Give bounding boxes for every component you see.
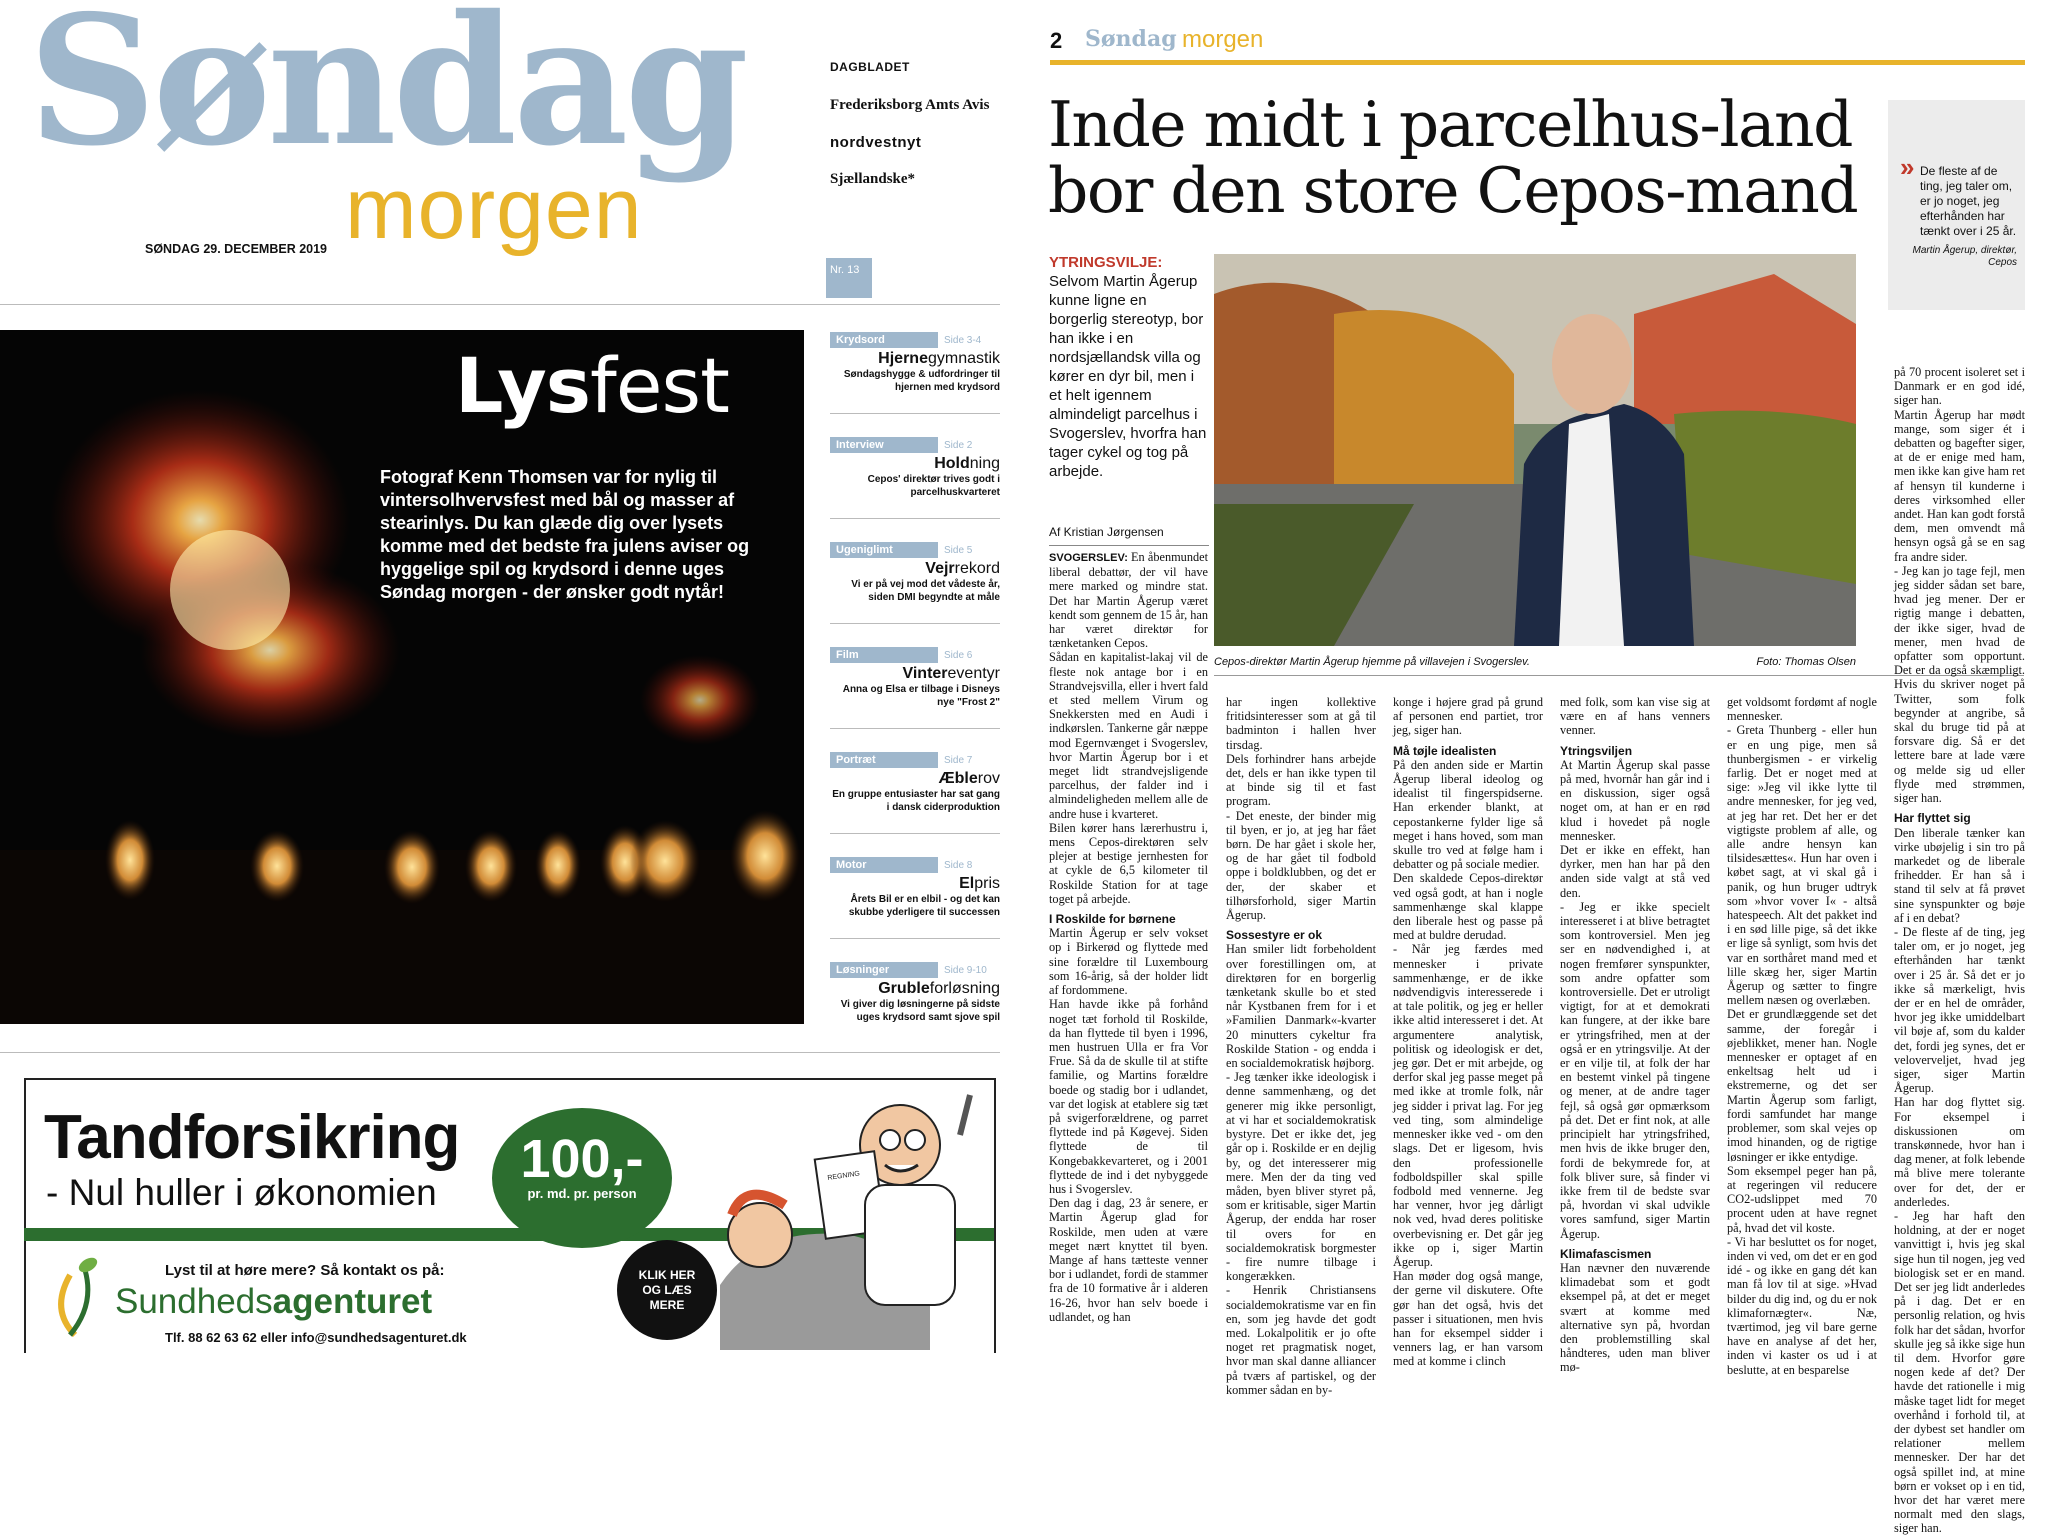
toc-divider <box>830 623 1000 624</box>
ad-contact-text: Lyst til at høre mere? Så kontakt os på: <box>165 1262 445 1279</box>
publication-name: Sjællandske* <box>830 171 916 187</box>
toc-tag: Krydsord <box>830 332 938 348</box>
paragraph: På den anden side er Martin Ågerup liberal ideolog og idealist til fingerspidserne. Han erkender blankt, at cepostankerne fylder lige så meget i hans hoved, som man skulle tro ved at følge ham i debatter og på sociale medier. <box>1393 757 1543 872</box>
paragraph: Martin Ågerup har mødt mange, som siger ét i debatten og bagefter siger, at de er enige med ham, men ikke kan give ham ret af hensyn til kunderne i deres virksomhed eller andet. Han kan godt forstå dem, men omvendt må hensyn også gå se en sag fra andre sider. <box>1894 407 2025 564</box>
toc-divider <box>830 833 1000 834</box>
paragraph: med folk, som kan vise sig at være en af hans venners venner. <box>1560 695 1710 738</box>
ad-click-line: OG LÆS <box>642 1283 692 1297</box>
portrait-photo-image <box>1214 254 1856 646</box>
toc-divider <box>830 518 1000 519</box>
masthead-date: SØNDAG 29. DECEMBER 2019 <box>145 242 328 256</box>
toc-title-rest: pris <box>974 875 1000 892</box>
toc-title-bold: Hjerne <box>878 350 928 367</box>
ad-price-sub: pr. md. pr. person <box>527 1186 637 1201</box>
toc-page: Side 3-4 <box>944 335 982 346</box>
paragraph: - De fleste af de ting, jeg taler om, er jo noget, jeg efterhånden har tænkt over i 25 år. Så det er jo ikke så mærkeligt, hvis der er en hel de områder, hvor jeg ikke umiddelbart vil bøje af, som du kalder det, fordi jeg synes, det er veloverveljet, hvad jeg siger, siger Martin Ågerup. <box>1894 924 2025 1096</box>
section-sondag: Søndag <box>1085 26 1177 52</box>
paragraph: At Martin Ågerup skal passe på med, hvornår han går ind i en diskussion, siger også noget om, at han er en rød klud i hovedet på nogle mennesker. <box>1560 757 1710 843</box>
leaf-logo-icon <box>40 1250 110 1340</box>
toc-item[interactable] <box>830 960 1000 1024</box>
subheading: I Roskilde for børnene <box>1049 912 1176 927</box>
toc-divider <box>830 728 1000 729</box>
paragraph: - Det eneste, der binder mig til byen, er jo, at jeg har fået børn. De har gået i skole her, og de har gået til fodbold oppe i boldklubben, og det er der, der skaber et tilhørsforhold, siger Martin Ågerup. <box>1226 808 1376 923</box>
dateline: SVOGERSLEV: <box>1049 552 1128 564</box>
lede-label: YTRINGSVILJE: <box>1049 254 1163 271</box>
toc-desc: Cepos' direktør trives godt i parcelhuskvarteret <box>867 474 1000 498</box>
quote-attribution: Martin Ågerup, direktør, Cepos <box>1912 245 2017 268</box>
paragraph: - Jeg har haft den holdning, at der er noget vanvittigt i, hvis jeg skal sige hun til nogen, jeg ved biologisk set er en mand. Det ser jeg lidt anderledes på i dag. Det er en personlig relation, og hvis folk har det sådan, hvorfor skulle jeg så ikke sige hun til dem. Hvorfor gøre nogen kede af det? Der havde det rationelle i mig måske taget lidt for meget overhånd i forhold til, at der dybest set handler om relationer mellem mennesker. Der har det også spillet ind, at mine børn er vokset op i en tid, hvor det har været mere normalt med den slags, siger han. <box>1894 1208 2025 1536</box>
paragraph: - Jeg kan jo tage fejl, men jeg sidder sådan set bare, hvad jeg mener. Der er rigtig mange i debatten, der ikke siger, hvad de mener, men hvad de opfatter som opportunt. Det er da også skæmpligt. Hvis du skriver noget på Twitter, som folk begynder at angribe, så skal du bruge tid på at forsvare dig. Så er det lettere bare at lade være og melde sig ud eller flyde med strømmen, siger han. <box>1894 563 2025 806</box>
paragraph: Han nævner den nuværende klimadebat som et godt eksempel på, at det er meget svært at komme med alternative syn på, hvordan den problemstilling skal håndteres, uden man bliver mø- <box>1560 1260 1710 1375</box>
toc-page: Side 9-10 <box>944 965 987 976</box>
paragraph: Det er grundlæggende set det samme, der foregår i øjeblikket, mener han. Nogle mennesker er optaget af en enkeltsag helt ud i ekstremerne, og det ser Martin Ågerup som farligt, fordi samfundet har mange problemer, som skal vejes op imod hinanden, og de rigtige løsninger er ikke entydige. <box>1727 1007 1877 1164</box>
toc-item[interactable] <box>830 645 1000 709</box>
toc-desc: Søndagshygge & udfordringer til hjernen med krydsord <box>843 369 1000 393</box>
paragraph: Han smiler lidt forbeholdent over forestillingen om, at direktøren for en borgerlig tænketank skulle bo et sted når Kystbanen frem for i et »Familien Danmark«-kvarter 20 minutters cykeltur fra Roskilde Station - og endda i en socialdemokratisk højborg. <box>1226 942 1376 1071</box>
pull-quote <box>1888 100 2025 310</box>
toc-tag: Portræt <box>830 752 938 768</box>
paragraph: - Greta Thunberg - eller hun er en ung pige, men så thunbergismen - er virkelig farlig. Det er noget med at sige: »Jeg vil ikke lytte til andre mennesker, for jeg ved, at jeg har ret. Det her er det vigtigste problem af alle, og alle andre hensyn kan tilsidesættes«. Hun har oven i købet sagt, at vi skal gå i panik, og hun bruger udtryk som »hvor vover I« - altså hatespeech. Alt det pakket ind i en sød lille pige, så det ikke er lige så synligt, som hvis det var en sorthåret mand med et lille skæg her, siger Martin Ågerup og sætter to fingre mellem næsen og overlæben. <box>1727 723 1877 1008</box>
lantern-night-image <box>0 330 804 1024</box>
issue-number: Nr. 13 <box>826 258 872 298</box>
publication-name: DAGBLADET <box>830 60 910 74</box>
byline: Af Kristian Jørgensen <box>1049 525 1209 546</box>
article-column-2 <box>1226 695 1376 1397</box>
paragraph: Den skaldede Cepos-direktør ved også godt, at han i nogle sammenhænge skal klappe den liberale hest og passe på med at buldre derudad. <box>1393 871 1543 943</box>
header-rule <box>1050 60 2025 65</box>
subheading: Ytringsviljen <box>1560 743 1633 758</box>
toc-page: Side 5 <box>944 545 973 556</box>
photo-caption <box>1214 656 1856 668</box>
toc-title-rest: gymnastik <box>927 350 1000 367</box>
toc-divider <box>830 413 1000 414</box>
paragraph: En åbenmundet liberal debattør, der vil have mere marked og mindre stat. Det har Martin Ågerup været kendt som gennem de 15 år, han har været direktør for tænketanken Cepos. <box>1049 550 1208 651</box>
paragraph: Han havde ikke på forhånd noget tæt forhold til Roskilde, da han flyttede til byen i 1996, men hustruen Ulla er fra Vor Frue. Så da de skulle til at stifte familie, og Martins forældre boede og stadig bor i udlandet, var det logisk at etablere sig tæt på svigerforældrene, og parret flyttede ind på Køgevej. Siden flyttede de til Kongebakkevarteret, og i 2001 flyttede de ind i det nybyggede hus i Svogerslev. <box>1049 997 1208 1196</box>
ad-divider <box>0 1052 1000 1053</box>
subheading: Klimafascismen <box>1560 1246 1652 1261</box>
toc-desc: Årets Bil er en elbil - og det kan skubbe yderligere til successen <box>848 894 1000 918</box>
toc-item[interactable] <box>830 855 1000 919</box>
paragraph: Den liberale tænker kan virke ubøjelig i sin tro på markedet og de liberale frihedder. Er han så i stand til selv at få prøvet sine synspunkter og bøje af i en debat? <box>1894 825 2025 925</box>
lede-text: Selvom Martin Ågerup kunne ligne en borgerlig stereotyp, bor han ikke i en nordsjællandsk villa og kører en dyr bil, men i et helt igennem almindeligt parcelhus i Svogerslev, hvorfra han tager cykel og tog på arbejde. <box>1049 273 1207 480</box>
toc-item[interactable] <box>830 540 1000 604</box>
paragraph: Det er ikke en effekt, han dyrker, men han har på den anden side valgt at stå ved den. <box>1560 843 1710 900</box>
paragraph: Sådan en kapitalist-lakaj vil de fleste nok antage bor i en Strandvejsvilla, eller i hvert fald et sted mellem Virum og Snekkersten med en Audi i indkørslen. Tankerne går næppe mod Egernvænget i Svogerslev, hvor Martin Ågerup bor i et meget lidt strandvejsligende parcelhus, der falder ind i almindeligheden mellem alle de andre huse i kvarteret. <box>1049 650 1208 821</box>
paragraph: Dels forhindrer hans arbejde det, dels er han ikke typen til at binde sig til et fast program. <box>1226 751 1376 809</box>
ad-brand-light: Sundheds <box>115 1282 273 1321</box>
ad-price: 100,- <box>520 1129 644 1189</box>
toc-title-bold: Vejr <box>925 560 955 577</box>
paragraph: - Jeg er ikke specielt interesseret i at blive betragtet som kontroversiel. Men jeg ser en nødvendighed i, at nogen fremfører synspunkter, som andre opfatter som kontroversielle. Det er utroligt vigtigt, for at et demokrati kan fungere, at der ikke bare er ytringsfrihed, men at der også er en ytringsvilje. At der er en vilje til, at folk der har en bestemt vinkel på tingene og mener, at de andre tager fejl, så også gør opmærksom på det. Det er fint nok, at alle principielt har ytringsfrihed, men hvis de ikke bruger den, fordi de bekymrede for, at folk bliver sure, så finder vi ikke frem til de bedste svar på, hvordan vi skal udvikle vores samfund, siger Martin Ågerup. <box>1560 899 1710 1241</box>
publication-name: nordvestnyt <box>830 134 922 151</box>
paragraph: Som eksempel peger han på, at regeringen vil reducere CO2-udslippet med 70 procent uden at have regnet på, hvad det vil koste. <box>1727 1163 1877 1235</box>
toc-title-rest: eventyr <box>947 665 1000 682</box>
paragraph: - Henrik Christiansens socialdemokratisme var en fin en, som jeg havde det godt med. Lokalpolitik er jo ofte noget ret pragmatisk noget, hvor man skal danne alliancer på tværs af partiskel, og der kommer sådan en by- <box>1226 1283 1376 1397</box>
paragraph: Martin Ågerup er selv vokset op i Birkerød og flyttede med sine forældre til Luxembourg som 16-årig, så der holder lidt af fordommene. <box>1049 926 1208 998</box>
toc-item[interactable] <box>830 435 1000 499</box>
publication-name: Frederiksborg Amts Avis <box>830 97 990 113</box>
article-column-5 <box>1727 695 1877 1377</box>
paragraph: - Når jeg færdes med mennesker i private sammenhænge, er de ikke nødvendigvis interesserede i at tale politik, og jeg er heller ikke altid interesseret i det. At argumentere analytisk, politisk og ideologisk er det, jeg gør. Det er mit arbejde, og derfor skal jeg passe meget på med ikke at tromle folk, når jeg sidder i privat lag. For jeg ved ting, som almindelige mennesker ikke ved - om den slags. Det er ligesom, hvis den professionelle fodboldspiller skal spille fodbold med vennerne. Jeg har venner, hvor jeg dårligt nok ved, hvad deres politiske overbevisning er. Det går jeg ikke op i, siger Martin Ågerup. <box>1393 942 1543 1269</box>
paragraph: konge i højere grad på grund af personen end partiet, tror jeg, siger han. <box>1393 695 1543 738</box>
toc-item[interactable] <box>830 750 1000 814</box>
toc-title-bold: Gruble <box>878 980 930 997</box>
paragraph: - Vi har besluttet os for noget, inden vi ved, om det er en god idé - og ikke en gang dét kan man få lov til at sige. »Hvad bilder du dig ind, og du er nok klimafornægter«. Næ, tværtimod, jeg vil bare gerne have en analyse af det her, inden vi kaster os ud i at beslutte, at en besparelse <box>1727 1234 1877 1377</box>
paragraph: Den dag i dag, 23 år senere, er Martin Ågerup glad for Roskilde, men uden at være meget nært knyttet til byen. Mange af hans tætteste venner bor i udlandet, fordi de stammer fra de 10 formative år i alderen 16-26, hvor han selv boede i udlandet, og han <box>1049 1196 1208 1324</box>
toc-page: Side 2 <box>944 440 973 451</box>
ad-brand-bold: agenturet <box>272 1282 433 1321</box>
ad-title: Tandforsikring <box>44 1103 460 1172</box>
paragraph: Han møder dog også mange, der gerne vil diskutere. Ofte gør han det også, hvis det passer i situationen, men hvis han for eksempel sidder i venners lag, er han varsom med at komme i clinch <box>1393 1269 1543 1369</box>
article-column-3 <box>1393 695 1543 1369</box>
toc-page: Side 7 <box>944 755 973 766</box>
subheading: Sossestyre er ok <box>1226 928 1323 943</box>
cover-title <box>455 341 729 430</box>
photo-credit: Foto: Thomas Olsen <box>1756 656 1856 668</box>
cover-title-light: fest <box>590 341 729 430</box>
ad-click-button[interactable] <box>617 1240 717 1340</box>
paragraph: get voldsomt fordømt af nogle mennesker. <box>1727 695 1877 724</box>
ad-click-line: MERE <box>649 1298 685 1312</box>
toc-item[interactable] <box>830 330 1000 394</box>
toc-desc: En gruppe entusiaster har sat gang i dansk ciderproduktion <box>832 789 1000 813</box>
toc-title-bold: Æble <box>938 770 978 787</box>
toc-divider <box>830 938 1000 939</box>
toc-tag: Film <box>830 647 938 663</box>
toc-title-bold: El <box>959 875 975 892</box>
paragraph: Bilen kører hans lærerhustru i, mens Cepos-direktøren selv plejer at bestige jernhesten for at cykle de 6,5 kilometer til Roskilde Station for at tage toget på arbejde. <box>1049 820 1208 906</box>
article-column-1 <box>1049 550 1208 1353</box>
subheading: Har flyttet sig <box>1894 811 1971 826</box>
dentist-cartoon-icon <box>700 1085 990 1350</box>
masthead-sondag: Søndag <box>28 0 745 185</box>
ad-bill-label: REGNING <box>826 1170 861 1182</box>
ad-price-badge <box>492 1108 672 1248</box>
cover-title-bold: Lys <box>455 341 591 430</box>
ad-phone-email[interactable]: Tlf. 88 62 63 62 eller info@sundhedsagenturet.dk <box>165 1330 467 1345</box>
toc-desc: Vi giver dig løsningerne på sidste uges krydsord samt sjove spil <box>840 999 1000 1023</box>
paragraph: Han har dog flyttet sig. For eksempel i diskussionen om transkønnede, hvor han i dag mener, at folk lebende må blive mere tolerante over for det, der er anderledes. <box>1894 1095 2025 1209</box>
article-column-6 <box>1894 365 2025 1536</box>
ad-subtitle: - Nul huller i økonomien <box>46 1172 437 1213</box>
toc-tag: Interview <box>830 437 938 453</box>
quote-mark-icon: » <box>1900 152 1915 182</box>
masthead-divider <box>0 304 1000 305</box>
toc-title-bold: Hold <box>934 455 970 472</box>
page-number: 2 <box>1050 28 1063 53</box>
subheading: Må tøjle idealisten <box>1393 743 1497 758</box>
ad-brand[interactable] <box>115 1282 432 1322</box>
publication-list <box>830 60 989 208</box>
cover-text: Fotograf Kenn Thomsen var for nylig til vintersolhvervsfest med bål og masser af stearinlys. Du kan glæde dig over lysets komme med det bedste fra julens aviser og hyggelige spil og krydsord i denne uges Søndag morgen - der ønsker godt nytår! <box>380 467 750 602</box>
toc-tag: Ugeniglimt <box>830 542 938 558</box>
toc-desc: Anna og Elsa er tilbage i Disneys nye "Frost 2" <box>842 684 1000 708</box>
quote-text: De fleste af de ting, jeg taler om, er jo noget, jeg efterhånden har tænkt over i 25 år. <box>1920 164 2017 238</box>
ad-click-line: KLIK HER <box>638 1268 696 1282</box>
article-photo <box>1214 254 1856 646</box>
toc-title-rest: ning <box>969 455 1000 472</box>
toc-page: Side 8 <box>944 860 973 871</box>
toc-title-rest: forløsning <box>929 980 1000 997</box>
article-column-4 <box>1560 695 1710 1375</box>
toc-title-bold: Vinter <box>902 665 948 682</box>
masthead-morgen: morgen <box>345 161 643 257</box>
section-morgen: morgen <box>1182 26 1264 53</box>
toc-title-rest: rov <box>977 770 1000 787</box>
article-lede <box>1049 253 1209 481</box>
toc-page: Side 6 <box>944 650 973 661</box>
toc-title-rest: rekord <box>954 560 1000 577</box>
paragraph: har ingen kollektive fritidsinteresser som at gå til badminton i hallen hver tirsdag. <box>1226 695 1376 752</box>
paragraph: på 70 procent isoleret set i Danmark er en god idé, siger han. <box>1894 365 2025 408</box>
toc-tag: Motor <box>830 857 938 873</box>
paragraph: - Jeg tænker ikke ideologisk i denne sammenhæng, og det generer mig ikke personligt, at vi har et socialdemokratisk bystyre. Det er ikke det, jeg går op i. Roskilde er en dejlig by, og det interesserer mig mere. Men der da ting ved måden, byen bliver styret på, som er kritisable, siger Martin Ågerup, der endda har roser til overs for en socialdemokratisk borgmester - fire numre tilbage i kongerækken. <box>1226 1070 1376 1284</box>
cover-photo <box>0 330 804 1024</box>
toc-desc: Vi er på vej mod det vådeste år, siden DMI begyndte at måle <box>851 579 1000 603</box>
caption-text: Cepos-direktør Martin Ågerup hjemme på villavejen i Svogerslev. <box>1214 656 1530 668</box>
toc-tag: Løsninger <box>830 962 938 978</box>
article-headline: Inde midt i parcelhus-land bor den store Cepos-mand <box>1048 88 1858 227</box>
